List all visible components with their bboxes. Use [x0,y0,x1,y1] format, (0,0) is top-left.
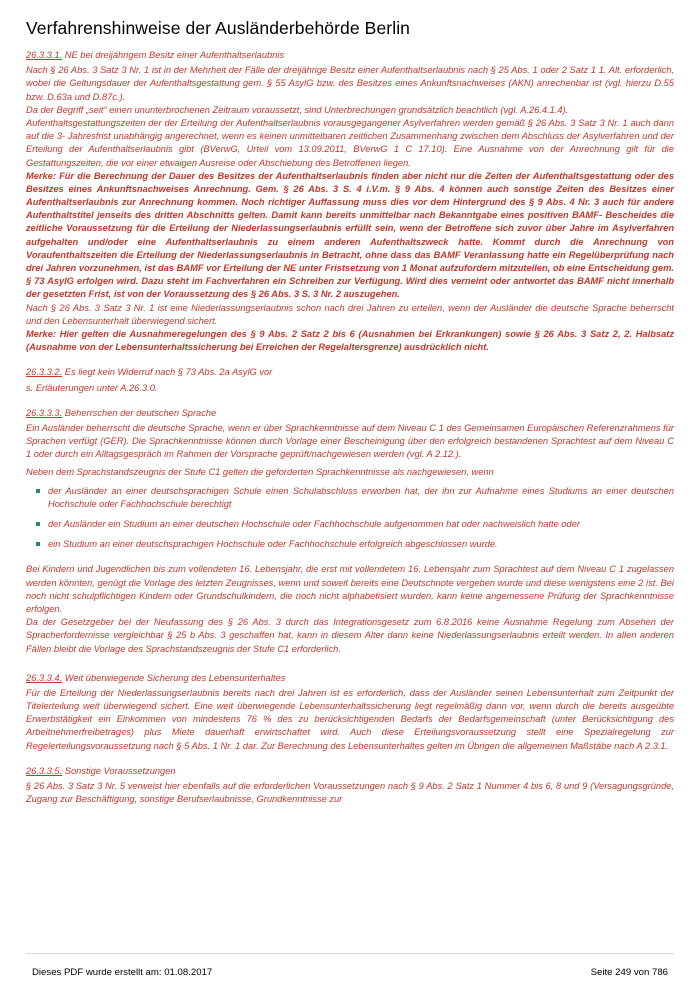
section-heading-26-3-3-2 [26,366,674,379]
section-number: 26.3.3.2. [26,367,63,378]
paragraph: Bei Kindern und Jugendlichen bis zum vollendeten 16. Lebensjahr, die erst mit vollendetem 16. Lebensjahr zum Sprachtest auf dem Niveau C 1 zugelassen werden könnten, genügt die Vorlage des letzten Zeugnisses, wenn und soweit bereits eine Deutschnote vergeben wurde und diese wenigstens eine 2 ist. Bei noch nicht schulpflichtigen Kindern oder Grundschulkindern, die noch nicht alphabetisiert wurden, kann keine angemessene Prüfung der Sprachkenntnisse erfolgen. [26,564,674,614]
square-bullet-icon [36,522,40,526]
section-number: 26.3.3.5. [26,765,63,776]
paragraph: Neben dem Sprachstandszeugnis der Stufe C1 gelten die geforderten Sprachkenntnisse als nachgewiesen, wenn [26,467,494,478]
section-title: Weit überwiegende Sicherung des Lebensunterhaltes [64,672,286,683]
document-body [26,49,674,806]
list-item-label: ein Studium an einer deutschsprachigen Hochschule oder Fachhochschule erfolgreich abgeschlossen wurde. [48,539,498,550]
paragraph: Für die Erteilung der Niederlassungserlaubnis bereits nach drei Jahren ist es erforderlich, dass der Ausländer seinen Lebensunterhalt zum Zeitpunkt der Titelerteilung weit überwiegend sichert. Eine weit überwiegende Lebensunterhaltssicherung liegt regelmäßig dann vor, wenn durch die bereits ausgeübte Erwerbstätigkeit ein Einkommen von mindestens 76 % des zu berücksichtigenden Bedarfs der Bedarfsgemeinschaft (unter Berücksichtigung des Arbeitnehmerfreibetrages) plus Miete dauerhaft erwirtschaftet wird. Auch diese Erteilungsvoraussetzung stellt eine Spezialregelung zur Regelerteilungsvoraussetzung nach § 5 Abs. 1 Nr. 1 dar. Zur Berechnung des Lebensunterhaltes gelten im Übrigen die allgemeinen Maßstäbe nach A 2.3.1. [26,687,674,751]
section-title: Es liegt kein Widerruf nach § 73 Abs. 2a AsylG vor [64,367,273,378]
section-title: NE bei dreijährigem Besitz einer Aufenthaltserlaubnis [64,50,285,60]
list-item-label: der Ausländer an einer deutschsprachigen Schule einen Schulabschluss erworben hat, der ihn zur Aufnahme eines Studiums an einer deutschen Hochschule oder Fachhochschule berechtigt [48,485,674,509]
section-number: 26.3.3.4. [26,672,63,683]
list-item [26,538,674,551]
square-bullet-icon [36,542,40,546]
section-heading-26-3-3-4 [26,672,674,685]
paragraph-merke: Merke: Hier gelten die Ausnahmeregelungen des § 9 Abs. 2 Satz 2 bis 6 (Ausnahmen bei Erkrankungen) sowie § 26 Abs. 3 Satz 2, 2. Halbsatz (Ausnahme von der Lebensunterhaltssicherung bei Erreichen der Regelaltersgrenze) ausdrücklich nicht. [26,328,674,353]
paragraph: Da der Begriff „seit“ einen ununterbrochenen Zeitraum voraussetzt, sind Unterbrechungen grundsätzlich beachtlich (vgl. A.26.4.1.4). [26,104,569,115]
paragraph: Ein Ausländer beherrscht die deutsche Sprache, wenn er über Sprachkenntnisse auf dem Niveau C 1 des Gemeinsamen Europäischen Referenzrahmens für Sprachen verfügt (GER). Die Sprachkenntnisse können durch Vorlage einer Bescheinigung über den erfolgreich bestandenen Sprachtest auf dem Niveau C 1 oder durch ein Alltagsgespräch im Rahmen der Vorsprache geprüft/nachgewiesen werden (vgl. A 2.12.). [26,422,674,460]
section-number: 26.3.3.1. [26,50,63,60]
section-heading-26-3-3-3 [26,407,674,420]
page-footer [0,954,700,990]
list-item [26,485,674,511]
page-title: Verfahrenshinweise der Ausländerbehörde Berlin [26,18,411,38]
paragraph: Nach § 26 Abs. 3 Satz 3 Nr. 1 ist in der Mehrheit der Fälle der dreijährige Besitz einer Aufenthaltserlaubnis nach § 25 Abs. 1 oder 2 Satz 1 1. Alt. erforderlich, wobei die Geltungsdauer der Aufenthaltsgestattung gem. § 55 AsylG bzw. des Besitzes eines Ankunftsnachweises (AKN) anrechenbar ist (vgl. hierzu D.55 bzw. D.63a und D.87c.). [26,65,674,102]
section-number: 26.3.3.3. [26,407,63,418]
section-title: Sonstige Voraussetzungen [64,765,176,776]
footer-created-date: Dieses PDF wurde erstellt am: 01.08.2017 [32,966,213,978]
list-item [26,518,674,531]
paragraph: Da der Gesetzgeber bei der Neufassung des § 26 Abs. 3 durch das Integrationsgesetz zum 6.8.2016 keine Ausnahme Regelung zum Absehen der Spracherfordernisse vergleichbar § 25 b Abs. 3 geschaffen hat, kann in diesem Alter dann keine Niederlassungserlaubnis erteilt werden. In allen anderen Fällen bleibt die Vorlage des Sprachstandszeugnis der Stufe C1 erforderlich. [26,617,674,654]
section-heading-26-3-3-5 [26,765,674,778]
paragraph: § 26 Abs. 3 Satz 3 Nr. 5 verweist hier ebenfalls auf die erforderlichen Voraussetzungen nach § 9 Abs. 2 Satz 1 Nummer 4 bis 6, 8 und 9 (Versagungsgründe, Zugang zur Beschäftigung, sonstige Berufserlaubnisse, Grundkenntnisse zur [26,781,674,805]
bullet-list [26,485,674,552]
paragraph: Aufenthaltsgestattungszeiten der der Erteilung der Aufenthaltserlaubnis vorausgegangener Asylverfahren werden gemäß § 26 Abs. 3 Satz 3 Nr. 1 auch dann auf die 3- Jahresfrist unabhängig angerechnet, wenn es keinen unmittelbaren zeitlichen Zusammenhang zwischen dem Abschluss der Asylverfahren und der Erteilung der Aufenthaltserlaubnis gibt (BVerwG, Urteil vom 13.09.2011, BVerwG 1 C 17.10). Eine Ausnahme von der Anrechnung gilt für die Gestattungszeiten, die vor einer etwaigen Ausreise oder Abschiebung des Betroffenen liegen. [26,117,674,168]
footer-page-number: Seite 249 von 786 [590,966,668,978]
paragraph-merke: Merke: Für die Berechnung der Dauer des Besitzes der Aufenthaltserlaubnis finden aber nicht nur die Zeiten der Aufenthaltsgestattung oder des Besitzes eines Ankunftsnachweises Anrechnung. Gem. § 26 Abs. 3 S. 4 i.V.m. § 9 Abs. 4 können auch sonstige Zeiten des Besitzes einer Aufenthaltserlaubnis zur Anrechnung kommen. Noch richtiger Auffassung muss dies vor dem Hintergrund des § 9 Abs. 4 Nr. 3 auch für andere Aufenthaltstitel jenseits des dritten Abschnitts gelten. Damit kann bereits unmittelbar nach Bekanntgabe eines positiven BAMF- Bescheides die zeitliche Voraussetzung für die Erteilung der Niederlassungserlaubnis erfüllt sein, wenn der Betroffene sich zuvor über Jahre im Asylverfahren aufgehalten und/oder eine Aufenthaltserlaubnis zu einem anderen Aufenthaltszweck hatte. Kommt durch die Anrechnung von Voraufenthaltszeiten die Erteilung der Niederlassungserlaubnis in Betracht, ohne dass das BAMF Veranlassung hatte ein Regelüberprüfung nach drei Jahren vorzunehmen, ist das BAMF vor Erteilung der NE unter Fristsetzung von 1 Monat aufzufordern mitzuteilen, ob eine Entscheidung gem. § 73 AsylG erfolgen wird. Dazu steht im Fachverfahren ein Schreiben zur Verfügung. Wird dies verneint oder antwortet das BAMF nicht innerhalb der gesetzten Frist, ist von der Voraussetzung des § 26 Abs. 3 S. 3 Nr. 2 auszugehen. [26,170,674,300]
square-bullet-icon [36,489,40,493]
paragraph: Nach § 26 Abs. 3 Satz 3 Nr. 1 ist eine Niederlassungserlaubnis schon nach drei Jahren zu erteilen, wenn der Ausländer die deutsche Sprache beherrscht und den Lebensunterhalt überwiegend sichert. [26,302,674,326]
paragraph: s. Erläuterungen unter A.26.3.0. [26,382,158,393]
list-item-label: der Ausländer ein Studium an einer deutschen Hochschule oder Fachhochschule aufgenommen hat oder nachweislich hatte oder [48,519,580,529]
section-heading-26-3-3-1 [26,49,674,62]
section-title: Beherrschen der deutschen Sprache [64,407,217,418]
